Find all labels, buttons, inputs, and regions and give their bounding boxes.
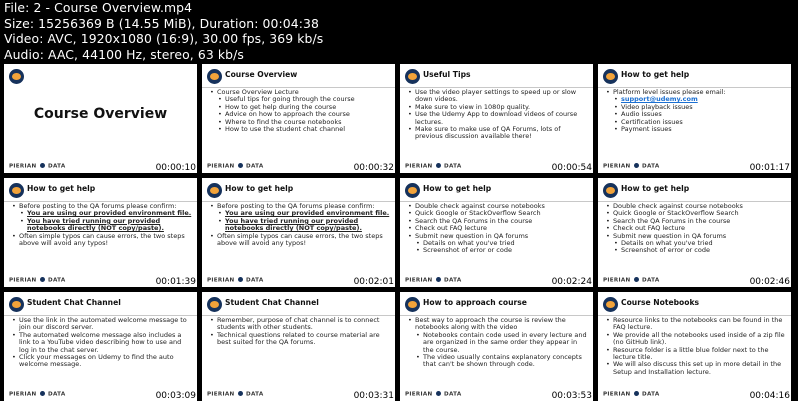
pierian-logo-icon [207,183,222,198]
bullet: • Submit new question in QA forums [408,233,589,240]
slide-content [12,203,193,247]
thumbnail-9[interactable] [4,292,197,401]
thumbnail-5[interactable] [4,178,197,287]
bullet: • Use the video player settings to speed up or slow down videos. [408,89,589,104]
slide-title: Student Chat Channel [27,298,121,307]
pierian-logo-icon [207,297,222,312]
sub-bullet: • You have tried running our provided notebooks directly (NOT copy/paste). [12,218,193,233]
pierian-logo-icon [603,297,618,312]
sub-bullet: • Notebooks contain code used in every lecture and are organized in the same order they appear in the course. [408,332,589,354]
bullet: • The automated welcome message also includes a link to a YouTube video describing how to use and log in to the chat server. [12,332,193,354]
bullet: • Search the QA Forums in the course [606,218,787,225]
slide-content [210,317,391,347]
brand-dot-icon [436,391,441,396]
pierian-logo-icon [9,297,24,312]
timestamp: 00:03:09 [155,391,196,401]
brand-dot-icon [40,391,45,396]
bullet: • Check out FAQ lecture [606,225,787,232]
sub-bullet: • Useful tips for going through the course [210,96,391,103]
brand-footer: PIERIAN DATA [603,163,660,169]
timestamp: 00:03:53 [551,391,592,401]
slide-content [408,203,589,255]
brand-dot-icon [436,277,441,282]
thumbnail-1[interactable] [4,64,197,173]
thumbnail-grid [4,64,798,401]
brand-dot-icon [238,163,243,168]
pierian-logo-icon [603,69,618,84]
slide-title: How to get help [27,184,96,193]
sub-bullet: • How to get help during the course [210,104,391,111]
sub-bullet: • How to use the student chat channel [210,126,391,133]
sub-bullet: • Screenshot of error or code [606,247,787,254]
file-info-header [4,0,798,62]
brand-footer: PIERIAN DATA [207,163,264,169]
slide-title: Course Overview [225,70,298,79]
brand-footer: PIERIAN DATA [603,391,660,397]
brand-dot-icon [634,277,639,282]
slide-title: How to get help [423,184,492,193]
brand-footer: PIERIAN DATA [9,163,66,169]
pierian-logo-icon [603,183,618,198]
bullet: • Check out FAQ lecture [408,225,589,232]
timestamp: 00:02:46 [749,277,790,287]
timestamp: 00:04:16 [749,391,790,401]
brand-footer: PIERIAN DATA [207,391,264,397]
bullet: • Make sure to view in 1080p quality. [408,104,589,111]
pierian-logo-icon [9,183,24,198]
brand-dot-icon [238,391,243,396]
thumbnail-3[interactable] [400,64,593,173]
thumbnail-11[interactable] [400,292,593,401]
brand-footer: PIERIAN DATA [405,391,462,397]
sub-bullet: • Video playback issues [606,104,787,111]
thumbnail-8[interactable] [598,178,791,287]
pierian-logo-icon [9,69,24,84]
bullet: • Resource links to the notebooks can be found in the FAQ lecture. [606,317,787,332]
bullet: • Best way to approach the course is review the notebooks along with the video [408,317,589,332]
brand-dot-icon [634,163,639,168]
slide-title: How to get help [621,70,690,79]
timestamp: 00:02:24 [551,277,592,287]
brand-footer: PIERIAN DATA [603,277,660,283]
bullet: • Quick Google or StackOverflow Search [606,210,787,217]
slide-content [210,89,391,133]
slide-title: How to approach course [423,298,527,307]
slide-content [606,203,787,255]
timestamp: 00:02:01 [353,277,394,287]
timestamp: 00:03:31 [353,391,394,401]
pierian-logo-icon [405,183,420,198]
sub-bullet: • The video usually contains explanatory concepts that can't be shown through code. [408,354,589,369]
thumbnail-7[interactable] [400,178,593,287]
brand-footer: PIERIAN DATA [9,391,66,397]
bullet: • Click your messages on Udemy to find the auto welcome message. [12,354,193,369]
slide-title: How to get help [225,184,294,193]
file-line: File: 2 - Course Overview.mp4 [4,0,193,15]
bullet: • Remember, purpose of chat channel is to connect students with other students. [210,317,391,332]
thumbnail-6[interactable] [202,178,395,287]
bullet: • Platform level issues please email: [606,89,787,96]
brand-dot-icon [436,163,441,168]
slide-content [606,89,787,133]
pierian-logo-icon [405,297,420,312]
bullet: • Course Overview Lecture [210,89,391,96]
slide-content [12,317,193,369]
slide-content [606,317,787,376]
bullet: • Often simple typos can cause errors, the two steps above will avoid any typos! [12,233,193,248]
sub-bullet: • Advice on how to approach the course [210,111,391,118]
slide-title: Useful Tips [423,70,471,79]
brand-footer: PIERIAN DATA [405,277,462,283]
timestamp: 00:00:54 [551,163,592,173]
sub-bullet: • Audio Issues [606,111,787,118]
sub-bullet: • Screenshot of error or code [408,247,589,254]
brand-dot-icon [634,391,639,396]
thumbnail-10[interactable] [202,292,395,401]
bullet: • Often simple typos can cause errors, the two steps above will avoid any typos! [210,233,391,248]
sub-bullet: • You are using our provided environment file. [12,210,193,217]
slide-title: Course Notebooks [621,298,700,307]
brand-dot-icon [40,163,45,168]
bullet: • Resource folder is a little blue folder next to the lecture title. [606,347,787,362]
bullet: • Quick Google or StackOverflow Search [408,210,589,217]
sub-bullet: • Certification issues [606,119,787,126]
sub-bullet: • You are using our provided environment file. [210,210,391,217]
bullet: • We will also discuss this set up in more detail in the Setup and Installation lecture. [606,361,787,376]
bullet: • Double check against course notebooks [606,203,787,210]
sub-bullet: • Where to find the course notebooks [210,119,391,126]
slide-title: Student Chat Channel [225,298,319,307]
slide-title: Course Overview [33,106,168,122]
thumbnail-2[interactable] [202,64,395,173]
bullet: • Technical questions related to course material are best suited for the QA forums. [210,332,391,347]
bullet: • Before posting to the QA forums please confirm: [210,203,391,210]
sub-bullet: • Details on what you've tried [408,240,589,247]
timestamp: 00:00:32 [353,163,394,173]
timestamp: 00:01:39 [155,277,196,287]
bullet: • Search the QA Forums in the course [408,218,589,225]
bullet: • Use the Udemy App to download videos of course lectures. [408,111,589,126]
brand-dot-icon [40,277,45,282]
bullet: • We provide all the notebooks used inside of a zip file (no GitHub link). [606,332,787,347]
bullet: • Make sure to make use of QA Forums, lots of previous discussion available there! [408,126,589,141]
brand-footer: PIERIAN DATA [207,277,264,283]
video-line: Video: AVC, 1920x1080 (16:9), 30.00 fps, 369 kb/s [4,31,324,46]
timestamp: 00:01:17 [749,163,790,173]
pierian-logo-icon [207,69,222,84]
thumbnail-4[interactable] [598,64,791,173]
support-email-link[interactable]: • support@udemy.com [606,96,787,103]
size-line: Size: 15256369 B (14.55 MiB), Duration: 00:04:38 [4,15,319,31]
sub-bullet: • Details on what you've tried [606,240,787,247]
audio-line: Audio: AAC, 44100 Hz, stereo, 63 kb/s [4,46,244,62]
slide-content [408,89,589,141]
bullet: • Before posting to the QA forums please confirm: [12,203,193,210]
timestamp: 00:00:10 [155,163,196,173]
bullet: • Submit new question in QA forums [606,233,787,240]
sub-bullet: • Payment issues [606,126,787,133]
brand-dot-icon [238,277,243,282]
pierian-logo-icon [405,69,420,84]
sub-bullet: • You have tried running our provided notebooks directly (NOT copy/paste). [210,218,391,233]
bullet: • Use the link in the automated welcome message to join our discord server. [12,317,193,332]
slide-content [210,203,391,247]
brand-footer: PIERIAN DATA [405,163,462,169]
slide-content [408,317,589,369]
slide-title: How to get help [621,184,690,193]
bullet: • Double check against course notebooks [408,203,589,210]
brand-footer: PIERIAN DATA [9,277,66,283]
thumbnail-12[interactable] [598,292,791,401]
